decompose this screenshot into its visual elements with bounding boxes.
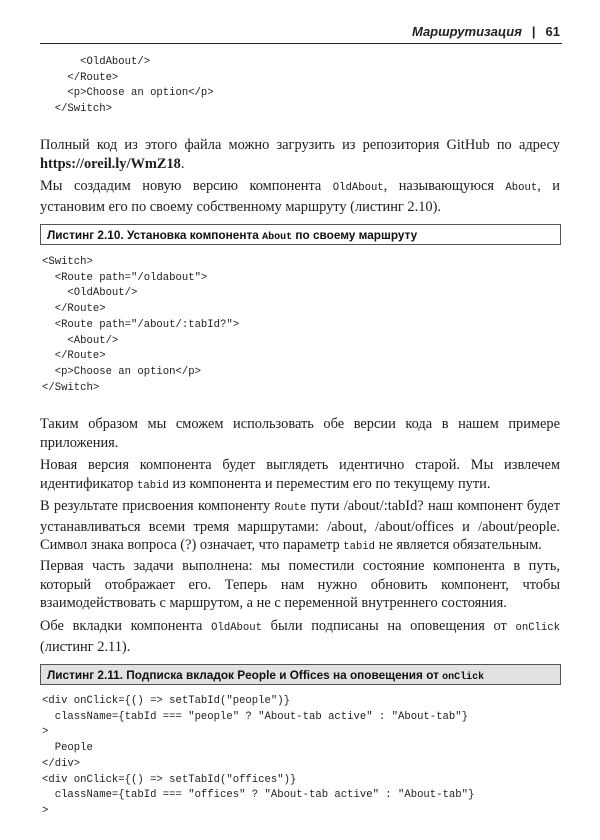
code-block-switch-end: <OldAbout/> </Route> <p>Choose an option</p> </Switch> bbox=[54, 56, 214, 116]
page-number: 61 bbox=[545, 24, 560, 39]
inline-code: tabid bbox=[137, 479, 169, 492]
inline-code: onClick bbox=[515, 622, 560, 634]
listing-label: Листинг 2.11. Подписка вкладок People и Offices на оповещения от bbox=[47, 668, 443, 682]
paragraph-text: (листинг 2.11). bbox=[40, 638, 131, 655]
code-block-listing-2-11: <div onClick={() => setTabId("people")} className={tabId === "people" ? "About-tab active" : "About-tab"} > People </div> <div onClick={() => setTabId("offices")} className={tabId === "offices" ? "About-tab active" : "About-tab"} > bbox=[42, 695, 475, 817]
paragraph-text: не является обязательным. bbox=[375, 537, 542, 554]
paragraph-identical bbox=[40, 456, 560, 495]
github-link[interactable]: https://oreil.ly/WmZ18 bbox=[40, 155, 181, 172]
listing-label: Листинг 2.10. Установка компонента bbox=[47, 228, 263, 242]
inline-code: About bbox=[505, 182, 538, 194]
paragraph-both-tabs bbox=[40, 617, 560, 656]
paragraph-end: . bbox=[180, 155, 185, 172]
paragraph-text: В результате присвоения компоненту bbox=[40, 498, 275, 514]
inline-code: OldAbout bbox=[211, 622, 262, 634]
paragraph-text: из компонента и переместим его по текущему пути. bbox=[168, 475, 491, 492]
paragraph-text: , и установим его по своему собственному маршруту (листинг 2.10). bbox=[40, 178, 560, 215]
paragraph-both-versions: Таким образом мы сможем использовать обе версии кода в нашем примере приложения. bbox=[40, 416, 560, 451]
running-header bbox=[40, 24, 560, 39]
inline-code: Route bbox=[274, 502, 307, 514]
paragraph-text: Новая версия компонента будет выглядеть идентично старой. Мы извлечем идентификатор bbox=[40, 457, 560, 492]
header-separator: | bbox=[531, 24, 536, 39]
paragraph-text: Полный код из этого файла можно загрузить из репозитория GitHub по адресу bbox=[40, 137, 560, 153]
paragraph-text: Мы создадим новую версию компонента bbox=[40, 178, 333, 194]
paragraph-text: Обе вкладки компонента bbox=[40, 618, 212, 634]
paragraph-first-part: Первая часть задачи выполнена: мы поместили состояние компонента в путь, который отображает его. Теперь нам нужно обновить компонент, чтобы взаимодействовать с маршрутом, а не с переменной внутреннего состояния. bbox=[40, 558, 560, 612]
header-rule bbox=[40, 43, 562, 44]
listing-label-end: по своему маршруту bbox=[292, 228, 418, 242]
inline-code: About bbox=[262, 232, 293, 243]
inline-code: OldAbout bbox=[332, 182, 384, 194]
inline-code: tabid bbox=[343, 541, 376, 554]
paragraph-route-assignment bbox=[40, 497, 560, 557]
code-block-listing-2-10: <Switch> <Route path="/oldabout"> <OldAbout/> </Route> <Route path="/about/:tabId?"> <About/> </Route> <p>Choose an option</p> </Switch> bbox=[42, 256, 240, 394]
paragraph-text: , называющуюся bbox=[383, 178, 506, 194]
paragraph-new-version bbox=[40, 177, 560, 216]
paragraph-text: были подписаны на оповещения от bbox=[261, 618, 516, 634]
listing-caption-2-10 bbox=[40, 224, 561, 245]
paragraph-text: пути /about/:tabId? наш компонент будет устанавливаться всеми тремя маршрутами: /about, /about/offices и /about/people. Символ знака вопроса (?) означает, что параметр bbox=[40, 498, 560, 554]
paragraph-github bbox=[40, 136, 560, 173]
chapter-title: Маршрутизация bbox=[411, 24, 522, 39]
listing-caption-2-11 bbox=[40, 664, 561, 685]
inline-code: onClick bbox=[442, 672, 485, 683]
